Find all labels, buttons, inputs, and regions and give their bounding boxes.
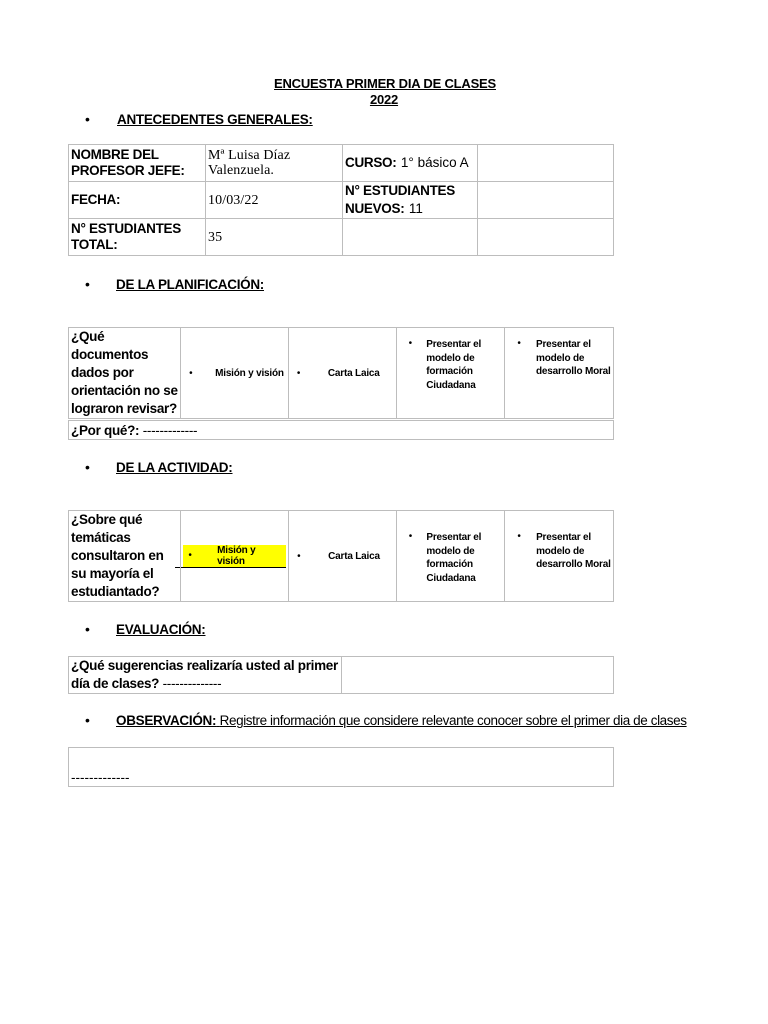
- section-label: DE LA PLANIFICACIÓN:: [116, 277, 264, 292]
- section-label: ANTECEDENTES GENERALES:: [117, 112, 313, 127]
- por-que-value: -------------: [142, 422, 198, 438]
- option-cell: [288, 328, 396, 419]
- option-cell: [289, 511, 397, 602]
- por-que-label: ¿Por qué?:: [71, 422, 140, 438]
- bullet-icon: •: [517, 338, 521, 349]
- document-title: [0, 76, 768, 108]
- evaluacion-table: [68, 656, 614, 694]
- section-label: DE LA ACTIVIDAD:: [116, 460, 233, 475]
- empty-cell: [478, 145, 614, 182]
- nuevos-label: N° ESTUDIANTES NUEVOS:: [345, 183, 455, 216]
- section-label: EVALUACIÓN:: [116, 622, 206, 637]
- observacion-instruction: Registre información que considere relevante conocer sobre el primer dia de clases: [219, 713, 687, 728]
- empty-cell: [478, 182, 614, 219]
- bullet-icon: •: [85, 712, 90, 728]
- bullet-icon: •: [296, 367, 301, 379]
- title-year: 2022: [369, 92, 399, 107]
- actividad-table: [68, 510, 614, 602]
- por-que-cell: [69, 421, 614, 440]
- actividad-question: ¿Sobre qué temáticas consultaron en su mayoría el estudiantado?: [69, 511, 181, 602]
- table-row: [69, 657, 614, 694]
- option-formacion-ciudadana: Presentar el modelo de formación Ciudadana: [426, 532, 482, 584]
- evaluacion-question-cell: [69, 657, 342, 694]
- option-cell: [181, 511, 289, 602]
- table-row: [69, 748, 614, 787]
- empty-cell: [342, 657, 614, 694]
- bullet-icon: •: [189, 367, 193, 379]
- bullet-icon: •: [188, 550, 192, 561]
- section-heading-planificacion: [85, 276, 264, 292]
- curso-label: CURSO:: [345, 155, 397, 170]
- planificacion-question: ¿Qué documentos dados por orientación no se lograron revisar?: [69, 328, 181, 419]
- fecha-label: FECHA:: [69, 182, 206, 219]
- bullet-icon: •: [85, 459, 90, 475]
- nuevos-value: 11: [408, 201, 423, 216]
- profesor-label: NOMBRE DEL PROFESOR JEFE:: [69, 145, 206, 182]
- observacion-table: [68, 747, 614, 787]
- section-label: OBSERVACIÓN:: [116, 713, 217, 728]
- total-label: N° ESTUDIANTES TOTAL:: [69, 219, 206, 256]
- general-info-table: [68, 144, 614, 256]
- table-row: [69, 219, 614, 256]
- option-mision-vision: Misión y visión: [215, 367, 284, 379]
- option-desarrollo-moral: Presentar el modelo de desarrollo Moral: [536, 532, 611, 570]
- fecha-value: 10/03/22: [206, 182, 343, 219]
- bullet-icon: •: [297, 550, 301, 562]
- highlighted-option: [183, 545, 286, 567]
- bullet-icon: •: [408, 531, 413, 542]
- por-que-table: [68, 420, 614, 440]
- table-row: [69, 511, 614, 602]
- title-line-1: ENCUESTA PRIMER DIA DE CLASES: [274, 76, 496, 91]
- observacion-answer: -------------: [69, 748, 614, 787]
- option-cell: [505, 511, 614, 602]
- bullet-icon: •: [85, 111, 90, 127]
- section-heading-general: [85, 111, 313, 127]
- total-value: 35: [206, 219, 343, 256]
- empty-cell: [343, 219, 478, 256]
- evaluacion-question: ¿Qué sugerencias realizaría usted al primer día de clases?: [71, 658, 338, 691]
- option-desarrollo-moral: Presentar el modelo de desarrollo Moral: [536, 339, 611, 377]
- curso-value: 1° básico A: [400, 155, 469, 170]
- table-row: [69, 328, 614, 419]
- option-carta-laica: Carta Laica: [328, 550, 380, 562]
- bullet-icon: •: [408, 338, 412, 349]
- section-heading-observacion: [85, 712, 687, 728]
- profesor-value: Mª Luisa Díaz Valenzuela.: [206, 145, 343, 182]
- curso-cell: [343, 145, 478, 182]
- option-mision-vision: Misión y visión: [217, 544, 256, 567]
- option-formacion-ciudadana: Presentar el modelo de formación Ciudadana: [426, 339, 482, 391]
- option-cell: [396, 328, 505, 419]
- option-cell: [181, 328, 289, 419]
- option-carta-laica: Carta Laica: [327, 367, 380, 379]
- bullet-icon: •: [85, 276, 90, 292]
- table-row: [69, 421, 614, 440]
- planificacion-table: [68, 327, 614, 419]
- nuevos-cell: [343, 182, 478, 219]
- section-heading-evaluacion: [85, 621, 205, 637]
- table-row: [69, 182, 614, 219]
- option-cell: [396, 511, 505, 602]
- bullet-icon: •: [517, 531, 521, 542]
- empty-cell: [478, 219, 614, 256]
- bullet-icon: •: [85, 621, 90, 637]
- section-heading-actividad: [85, 459, 232, 475]
- evaluacion-answer: --------------: [162, 676, 222, 691]
- table-row: [69, 145, 614, 182]
- option-cell: [505, 328, 614, 419]
